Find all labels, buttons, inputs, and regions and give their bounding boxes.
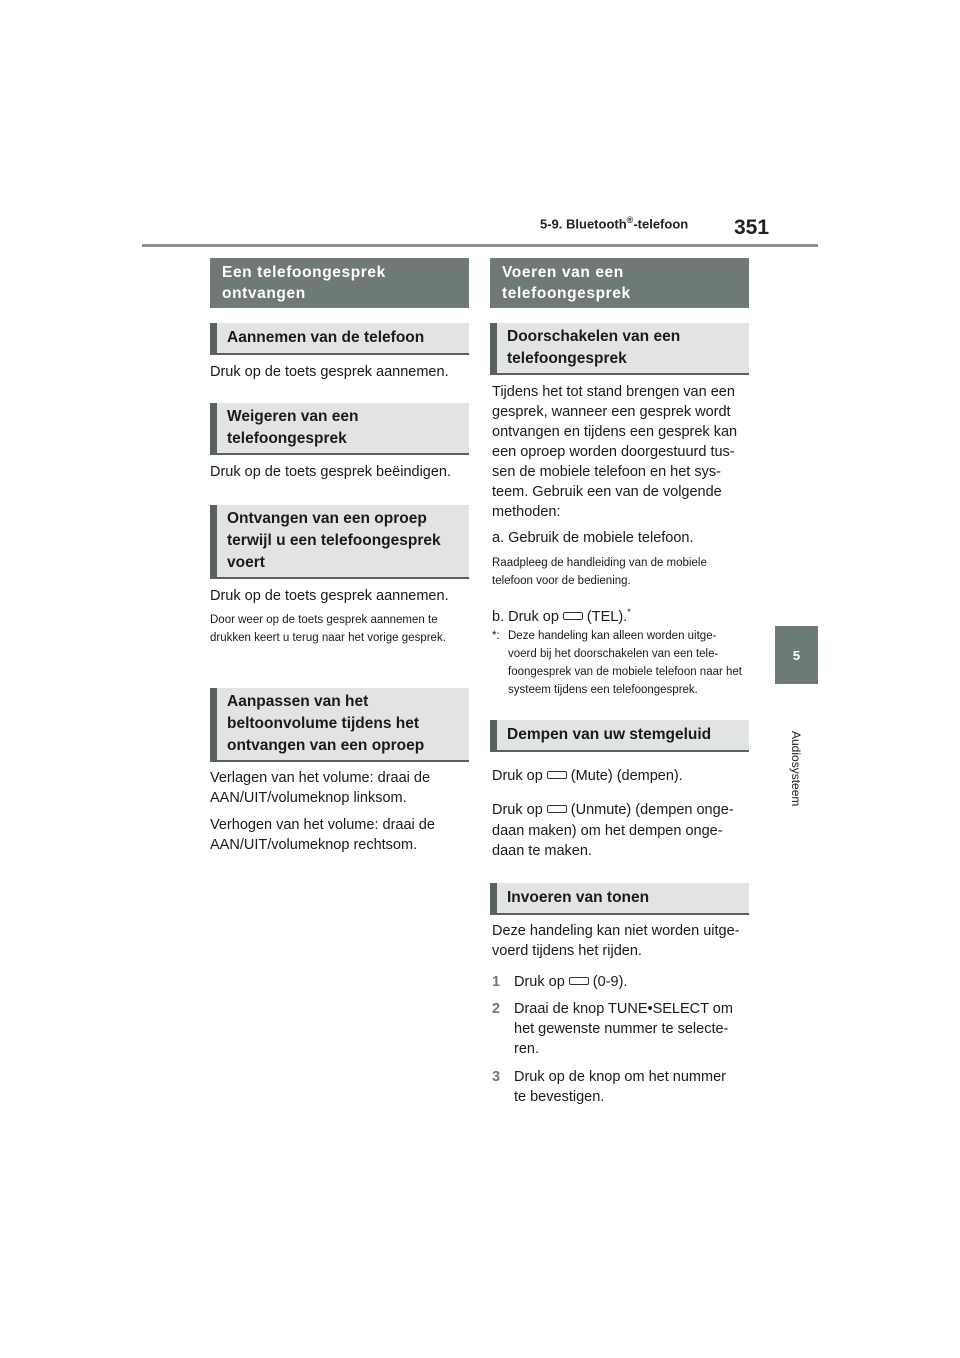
- unmute-text-cont: daan maken) om het dempen onge-daan te maken.: [492, 823, 723, 859]
- tel-button-icon: [563, 612, 583, 620]
- section-heading: 5-9. Bluetooth®-telefoon: [540, 215, 689, 232]
- transfer-method-b: b. Druk op (TEL).*: [492, 607, 631, 625]
- subheading-transfer: Doorschakelen van een telefoongesprek: [490, 323, 749, 375]
- mute-button-icon: [547, 771, 567, 779]
- transfer-text: Tijdens het tot stand brengen van een gesprek, wanneer een gesprek wordt ontvangen en tijdens een gesprek kan een oproep worden doorgestuurd tus-sen de mobiele telefoon en het sys-teem. Gebruik een van de volgende methoden:: [492, 384, 738, 520]
- tones-step-2: 2 Draai de knop TUNE•SELECT om het gewenste nummer te selecte-ren.: [492, 1001, 733, 1057]
- reject-text: Druk op de toets gesprek beëindigen.: [210, 464, 452, 480]
- section-title-make-call: Voeren van een telefoongesprek: [490, 258, 749, 308]
- subheading-reject: Weigeren van een telefoongesprek: [210, 403, 469, 455]
- call-waiting-note: Door weer op de toets gesprek aannemen te drukken keert u terug naar het vorige gesprek.: [210, 614, 446, 644]
- volume-down-text: Verlagen van het volume: draai de AAN/UIT/volumeknop linksom.: [210, 770, 431, 806]
- chapter-tab[interactable]: 5: [775, 626, 818, 684]
- page-number: 351: [734, 216, 770, 239]
- subheading-call-waiting: Ontvangen van een oproep terwijl u een telefoongesprek voert: [210, 505, 469, 579]
- unmute-text: Druk op (Unmute) (dempen onge-: [492, 802, 734, 818]
- tones-step-3: 3 Druk op de knop om het nummer te bevestigen.: [492, 1069, 726, 1105]
- unmute-button-icon: [547, 805, 567, 813]
- mute-text: Druk op (Mute) (dempen).: [492, 768, 683, 784]
- tones-step-1: 1 Druk op (0-9).: [492, 974, 628, 990]
- header-rule: [142, 244, 818, 247]
- subheading-answer: Aannemen van de telefoon: [210, 323, 469, 355]
- chapter-label: Audiosysteem: [789, 731, 803, 807]
- section-title-receive: Een telefoongesprek ontvangen: [210, 258, 469, 308]
- transfer-method-a: a. Gebruik de mobiele telefoon.: [492, 530, 694, 546]
- call-waiting-text: Druk op de toets gesprek aannemen.: [210, 588, 449, 604]
- tones-text: Deze handeling kan niet worden uitge-voerd tijdens het rijden.: [492, 923, 740, 959]
- volume-up-text: Verhogen van het volume: draai de AAN/UIT/volumeknop rechtsom.: [210, 817, 435, 853]
- answer-text: Druk op de toets gesprek aannemen.: [210, 364, 449, 380]
- transfer-method-a-note: Raadpleeg de handleiding van de mobiele telefoon voor de bediening.: [492, 557, 707, 587]
- keypad-button-icon: [569, 977, 589, 985]
- transfer-footnote: *: Deze handeling kan alleen worden uitge-voerd bij het doorschakelen van een tele-foongesprek van de mobiele telefoon naar het systeem tijdens een telefoongesprek.: [492, 630, 742, 696]
- subheading-ringtone-volume: Aanpassen van het beltoonvolume tijdens het ontvangen van een oproep: [210, 688, 469, 762]
- subheading-tones: Invoeren van tonen: [490, 883, 749, 915]
- subheading-mute: Dempen van uw stemgeluid: [490, 720, 749, 752]
